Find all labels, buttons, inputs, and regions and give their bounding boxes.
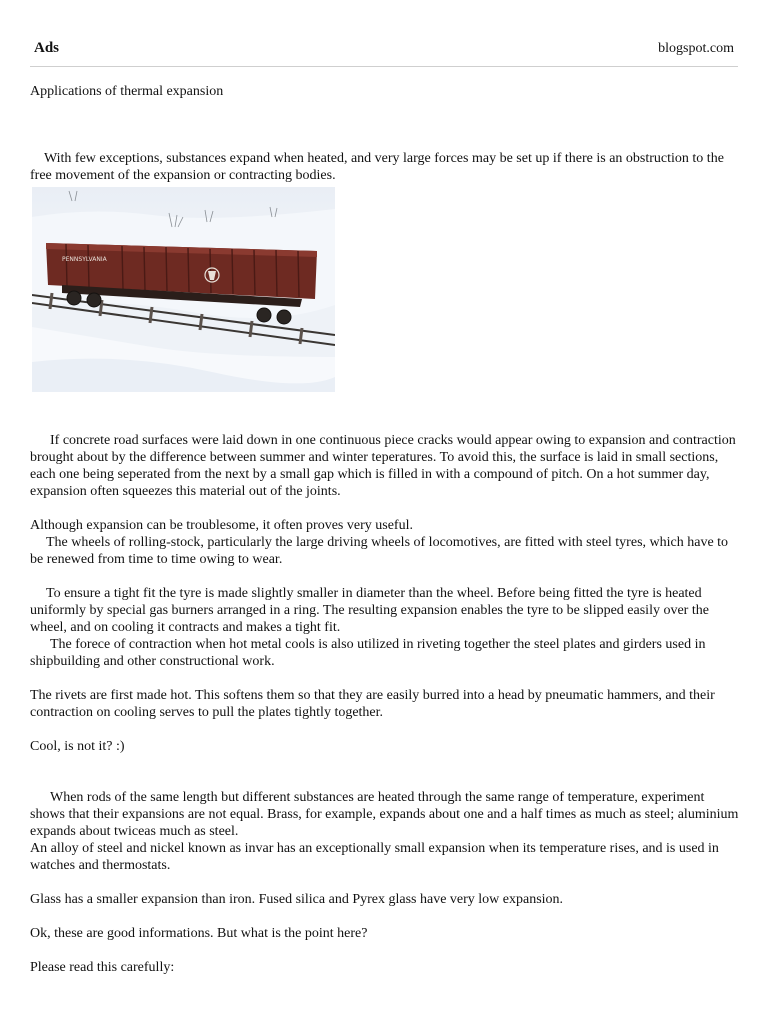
railcar-image bbox=[32, 187, 335, 392]
ads-label: Ads bbox=[34, 40, 60, 56]
paragraph-read-carefully: Please read this carefully: bbox=[30, 960, 175, 975]
paragraph-tyre-fit: To ensure a tight fit the tyre is made slightly smaller in diameter than the wheel. Before being fitted the tyre is heated uniformly by special gas burners arranged in a ring. The resulting expansion enables the tyre to be slipped easily over the wheel, and on cooling it contracts and makes a tight fit. bbox=[30, 586, 709, 635]
site-domain-link[interactable]: blogspot.com bbox=[658, 41, 734, 56]
paragraph-intro: With few exceptions, substances expand when heated, and very large forces may be set up if there is an obstruction to the free movement of the expansion or contracting bodies. bbox=[30, 151, 724, 183]
page-header bbox=[30, 38, 738, 67]
paragraph-rods: When rods of the same length but different substances are heated through the same range of temperature, experiment shows that their expansions are not equal. Brass, for example, expands about one and a half times as much as steel; aluminium expands about twiceas much as steel. bbox=[30, 790, 739, 839]
railcar-photo bbox=[32, 187, 335, 392]
paragraph-glass: Glass has a smaller expansion than iron. Fused silica and Pyrex glass have very low expansion. bbox=[30, 892, 564, 907]
article-body bbox=[30, 83, 742, 976]
paragraph-wheels: The wheels of rolling-stock, particularly the large driving wheels of locomotives, are fitted with steel tyres, which have to be renewed from time to time owing to wear. bbox=[30, 535, 729, 567]
paragraph-point: Ok, these are good informations. But what is the point here? bbox=[30, 926, 368, 941]
article-title: Applications of thermal expansion bbox=[30, 84, 224, 99]
paragraph-riveting: The forece of contraction when hot metal cools is also utilized in riveting together the steel plates and girders used in shipbuilding and other constructional work. bbox=[30, 637, 706, 669]
paragraph-cool: Cool, is not it? :) bbox=[30, 739, 125, 754]
railcar-lettering: PENNSYLVANIA bbox=[62, 256, 107, 263]
paragraph-useful: Although expansion can be troublesome, it often proves very useful. bbox=[30, 518, 413, 533]
paragraph-concrete-roads: If concrete road surfaces were laid down in one continuous piece cracks would appear owing to expansion and contraction brought about by the difference between summer and winter teperatures. To avoid this, the surface is laid in small sections, each one being seperated from the next by a small gap which is filled in with a compound of pitch. On a hot summer day, expansion often squeezes this material out of the joints. bbox=[30, 433, 736, 499]
paragraph-rivets: The rivets are first made hot. This softens them so that they are easily burred into a head by pneumatic hammers, and their contraction on cooling serves to pull the plates tightly together. bbox=[30, 688, 715, 720]
paragraph-invar: An alloy of steel and nickel known as invar has an exceptionally small expansion when its temperature rises, and is used in watches and thermostats. bbox=[30, 841, 719, 873]
